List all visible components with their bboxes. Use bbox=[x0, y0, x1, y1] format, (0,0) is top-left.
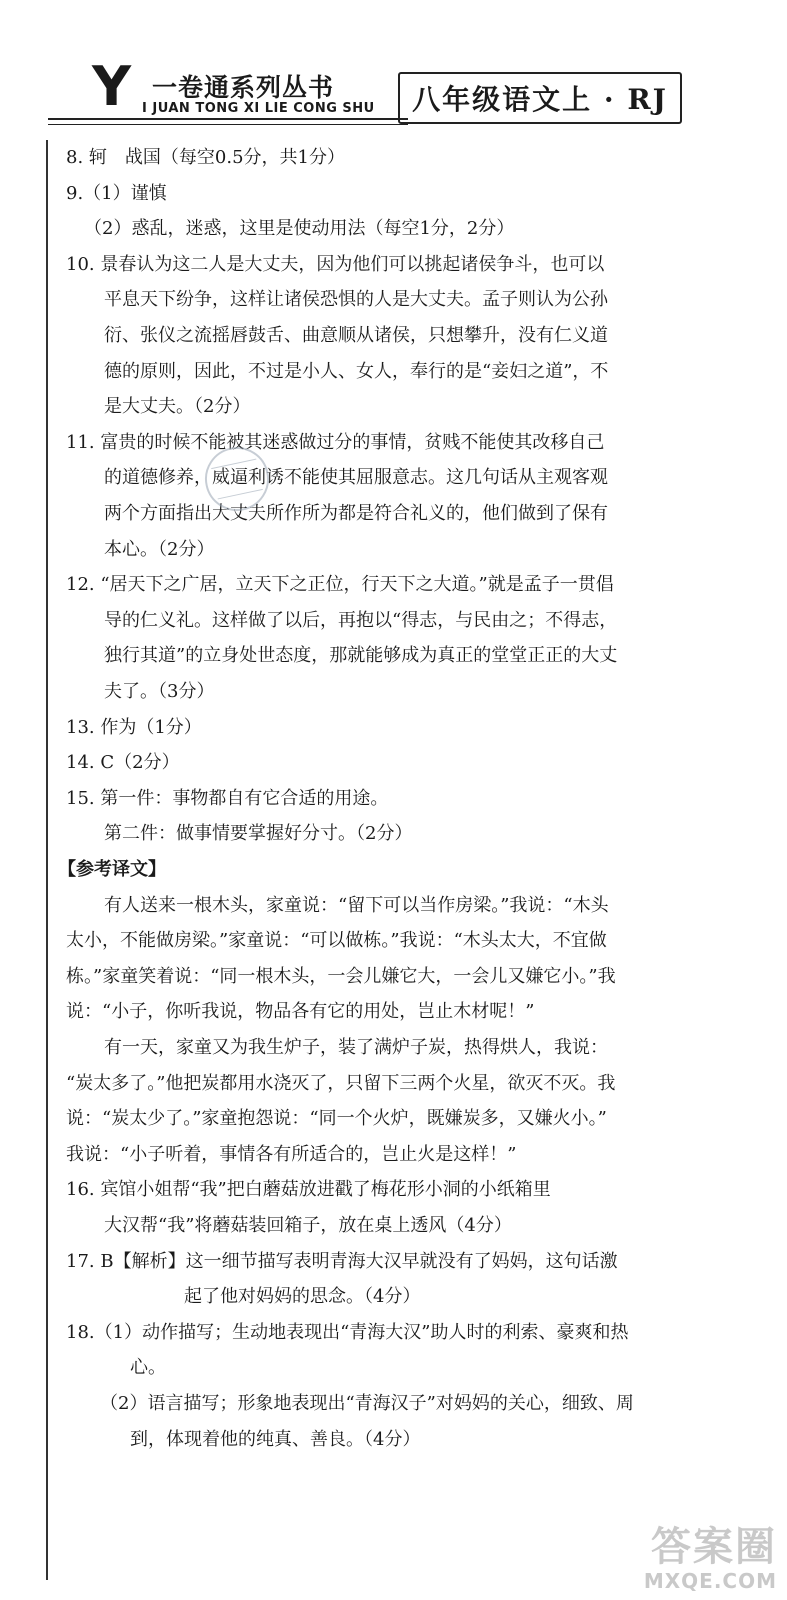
series-pinyin: I JUAN TONG XI LIE CONG SHU bbox=[142, 101, 375, 116]
answer-line: （2）语言描写；形象地表现出“青海汉子”对妈妈的关心，细致、周 bbox=[100, 1393, 634, 1414]
answer-line: 11. 富贵的时候不能被其迷惑做过分的事情，贫贱不能使其改移自己 bbox=[66, 431, 605, 453]
answer-line: 夫了。（3分） bbox=[104, 681, 215, 702]
grade-badge: 八年级语文上 · RJ bbox=[398, 72, 682, 124]
answer-line: 8. 轲 战国（每空0.5分，共1分） bbox=[66, 147, 345, 168]
translation-line: 有人送来一根木头，家童说：“留下可以当作房梁。”我说：“木头 bbox=[104, 894, 609, 916]
translation-line: 太小，不能做房梁。”家童说：“可以做栋。”我说：“木头太大，不宜做 bbox=[66, 930, 607, 952]
answer-line: 导的仁义礼。这样做了以后，再抱以“得志，与民由之；不得志， bbox=[104, 609, 618, 631]
answer-line: 本心。（2分） bbox=[104, 538, 215, 560]
site-watermark bbox=[610, 1515, 785, 1595]
answer-line: 两个方面指出大丈夫所作所为都是符合礼义的，他们做到了保有 bbox=[104, 503, 608, 524]
answer-line: 衍、张仪之流摇唇鼓舌、曲意顺从诸侯，只想攀升，没有仁义道 bbox=[104, 325, 608, 346]
answer-line: 14. C（2分） bbox=[66, 752, 180, 774]
answer-line: 17. B【解析】这一细节描写表明青海大汉早就没有了妈妈，这句话激 bbox=[66, 1250, 618, 1272]
answer-line: 第二件：做事情要掌握好分寸。（2分） bbox=[104, 823, 413, 845]
answer-line: 的道德修养，威逼利诱不能使其屈服意志。这几句话从主观客观 bbox=[104, 467, 608, 489]
answer-line: 起了他对妈妈的思念。（4分） bbox=[184, 1286, 421, 1308]
answer-line: （2）惑乱，迷惑，这里是使动用法（每空1分，2分） bbox=[84, 218, 515, 240]
stamp-band bbox=[211, 459, 263, 500]
answer-line: 心。 bbox=[130, 1357, 166, 1379]
translation-line: 有一天，家童又为我生炉子，装了满炉子炭，热得烘人，我说： bbox=[104, 1037, 608, 1058]
answer-line: 平息天下纷争，这样让诸侯恐惧的人是大丈夫。孟子则认为公孙 bbox=[104, 289, 608, 311]
series-title: 一卷通系列丛书 bbox=[152, 73, 335, 102]
series-logo: Y bbox=[92, 55, 130, 118]
answer-line: 16. 宾馆小姐帮“我”把白蘑菇放进戳了梅花形小洞的小纸箱里 bbox=[66, 1179, 551, 1201]
header-rule-thin bbox=[48, 124, 408, 125]
answer-line: 9.（1）谨慎 bbox=[66, 182, 167, 204]
answer-line: 大汉帮“我”将蘑菇装回箱子，放在桌上透风（4分） bbox=[104, 1215, 512, 1236]
answer-line: 是大丈夫。（2分） bbox=[104, 396, 251, 418]
left-margin-rule bbox=[46, 140, 48, 1580]
watermark-logo-text: 答案圈 bbox=[651, 1524, 777, 1570]
answer-line: 到，体现着他的纯真、善良。（4分） bbox=[130, 1428, 421, 1450]
answer-line: 18.（1）动作描写；生动地表现出“青海大汉”助人时的利索、豪爽和热 bbox=[66, 1321, 629, 1343]
answer-line: 独行其道”的立身处世态度，那就能够成为真正的堂堂正正的大丈 bbox=[104, 645, 618, 667]
translation-line: 我说：“小子听着，事情各有所适合的，岂止火是这样！” bbox=[66, 1143, 517, 1165]
translation-line: “炭太多了。”他把炭都用水浇灭了，只留下三两个火星，欲灭不灭。我 bbox=[66, 1072, 616, 1094]
translation-line: 说：“炭太少了。”家童抱怨说：“同一个火炉，既嫌炭多，又嫌火小。” bbox=[66, 1108, 607, 1130]
answer-line: 12. “居天下之广居，立天下之正位，行天下之大道。”就是孟子一贯倡 bbox=[66, 574, 614, 596]
page-header bbox=[0, 0, 787, 140]
translation-line: 说：“小子，你听我说，物品各有它的用处，岂止木材呢！” bbox=[66, 1001, 535, 1023]
translation-line: 栋。”家童笑着说：“同一根木头，一会儿嫌它大，一会儿又嫌它小。”我 bbox=[66, 965, 616, 987]
answer-line: 10. 景春认为这二人是大丈夫，因为他们可以挑起诸侯争斗，也可以 bbox=[66, 253, 605, 275]
answer-line: 德的原则，因此，不过是小人、女人，奉行的是“妾妇之道”，不 bbox=[104, 360, 609, 382]
watermark-url: MXQE.COM bbox=[643, 1569, 777, 1593]
reference-translation-heading: 【参考译文】 bbox=[58, 859, 166, 880]
header-rule bbox=[48, 118, 408, 120]
answer-line: 15. 第一件：事物都自有它合适的用途。 bbox=[66, 787, 389, 809]
answer-line: 13. 作为（1分） bbox=[66, 716, 202, 738]
